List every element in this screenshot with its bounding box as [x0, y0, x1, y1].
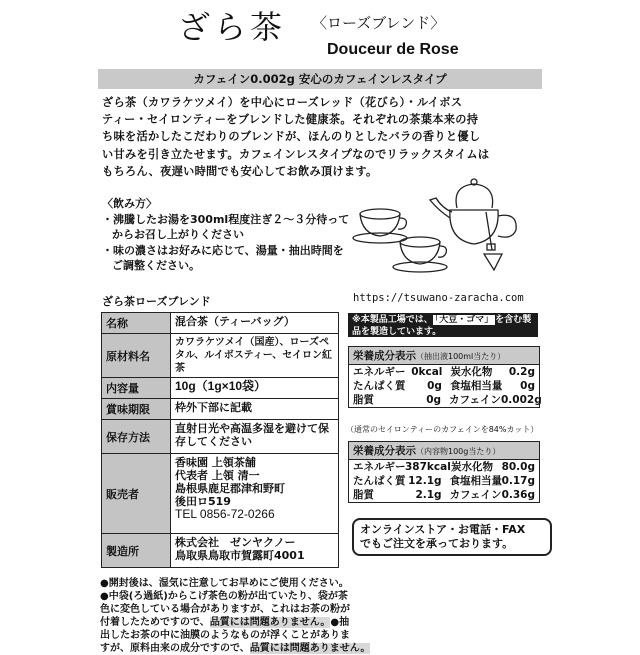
product-name: ざら茶ローズブレンド: [102, 295, 211, 308]
intro-text: [102, 94, 542, 180]
nutrition-table-contents: [348, 441, 540, 503]
intro-line: ち味を活かしたこだわりのブレンドが、ほんのりとしたバラの香りと優し: [102, 129, 481, 144]
spec-label: 製造所: [102, 534, 171, 568]
website-url[interactable]: https://tsuwano-zaracha.com: [353, 292, 524, 304]
product-subtitle-en: Douceur de Rose: [327, 41, 459, 58]
spec-value: 直射日光や高温多湿を避けて保存してください: [171, 420, 339, 454]
usage-notes: [100, 577, 544, 655]
table-row: 脂質 2.1g カフェイン 0.36g: [353, 489, 535, 501]
note-line: すが、原料由来の成分ですので、品質には問題ありません。: [100, 643, 371, 654]
product-title: ざら茶: [178, 8, 287, 46]
order-info-line: でもご注文を承っております。: [360, 537, 514, 550]
spec-label: 内容量: [102, 378, 171, 399]
note-line: 出したお茶の中に油膜のようなものが浮くことがありま: [100, 630, 350, 641]
seller-phone: TEL 0856-72-0266: [175, 507, 275, 521]
table-row: [102, 420, 339, 454]
seller-line: 後田ロ519: [175, 495, 231, 508]
table-row: [102, 534, 339, 568]
note-line: 色に変色している場合がありますが、これはお茶の粉が: [100, 604, 350, 615]
spec-value: 混合茶（ティーバッグ）: [171, 313, 339, 334]
table-row: [102, 313, 339, 334]
nutrition-table-brewed: [348, 346, 540, 408]
product-spec-table: [101, 312, 339, 568]
product-subtitle: 〈ローズブレンド〉: [312, 14, 446, 32]
intro-line: もちろん、夜遅い時間でも安心してお飲み頂けます。: [102, 163, 378, 178]
intro-line: ざら茶（カワラケツメイ）を中心にローズレッド（花びら）・ルイボス: [102, 95, 463, 109]
maker-line: 株式会社 ゼンヤクノー: [175, 536, 296, 549]
how-to-drink: [102, 196, 352, 274]
table-row: たんぱく質 12.1g 食塩相当量 0.17g: [353, 475, 535, 487]
spec-value: カワラケツメイ（国産）、ローズペタル、ルイボスティー、セイロン紅茶: [171, 334, 339, 378]
table-row: [102, 378, 339, 399]
order-info-box: [352, 518, 552, 556]
table-row: [102, 454, 339, 534]
spec-label: 名称: [102, 313, 171, 334]
table-row: [102, 399, 339, 420]
table-row: [102, 334, 339, 378]
how-to-heading: 〈飲み方〉: [102, 197, 157, 210]
nutrition-heading: 栄養成分表示（抽出液100ml当たり）: [349, 347, 539, 365]
spec-label: 原材料名: [102, 334, 171, 378]
table-row: 脂質 0g カフェイン 0.002g: [353, 394, 542, 406]
seller-line: 香味園 上領茶舗: [175, 456, 256, 469]
intro-line: い甘みを引き立たせます。カフェインレスタイプなのでリラックスタイムは: [102, 146, 490, 161]
note-line: 付着したためですので、品質には問題ありません。●抽: [100, 617, 350, 628]
spec-value: [171, 534, 339, 568]
spec-value: [171, 454, 339, 534]
caffeine-banner: カフェイン0.002g 安心のカフェインレスタイプ: [98, 69, 542, 89]
spec-value: 10g（1g×10袋）: [171, 378, 339, 399]
nutrition-heading: 栄養成分表示（内容物100g当たり）: [349, 442, 539, 460]
caffeine-cut-note: （通常のセイロンティーのカフェインを84%カット）: [346, 425, 539, 434]
maker-line: 鳥取県鳥取市賀露町4001: [175, 549, 305, 562]
how-to-step: ・沸騰したお湯を300ml程度注ぎ２～３分待ってからお召し上がりください: [102, 212, 350, 241]
spec-value: 枠外下部に記載: [171, 399, 339, 420]
how-to-step: ・味の濃さはお好みに応じて、湯量・抽出時間をご調整ください。: [102, 243, 344, 272]
note-line: ●開封後は、湿気に注意してお早めにご使用ください。: [100, 578, 349, 589]
note-line: ●中袋(ろ過紙)からこげ茶色の粉が出ていたり、袋が茶: [100, 591, 348, 602]
seller-line: 代表者 上領 清一: [175, 469, 260, 482]
table-row: エネルギー 387kcal 炭水化物 80.0g: [353, 461, 535, 473]
seller-line: 島根県鹿足郡津和野町: [175, 482, 285, 495]
teapot-illustration: [352, 178, 552, 278]
order-info-line: オンラインストア・お電話・FAX: [360, 523, 526, 536]
spec-label: 賞味期限: [102, 399, 171, 420]
table-row: エネルギー 0kcal 炭水化物 0.2g: [353, 366, 535, 378]
spec-label: 販売者: [102, 454, 171, 534]
table-row: たんぱく質 0g 食塩相当量 0g: [353, 380, 535, 392]
spec-label: 保存方法: [102, 420, 171, 454]
intro-line: ティー・セイロンティーをブレンドした健康茶。それぞれの茶葉本来の持: [102, 112, 479, 127]
allergen-notice: ※本製品工場では、 「大豆・ゴマ」 を含む製品を製造しています。: [348, 313, 538, 337]
